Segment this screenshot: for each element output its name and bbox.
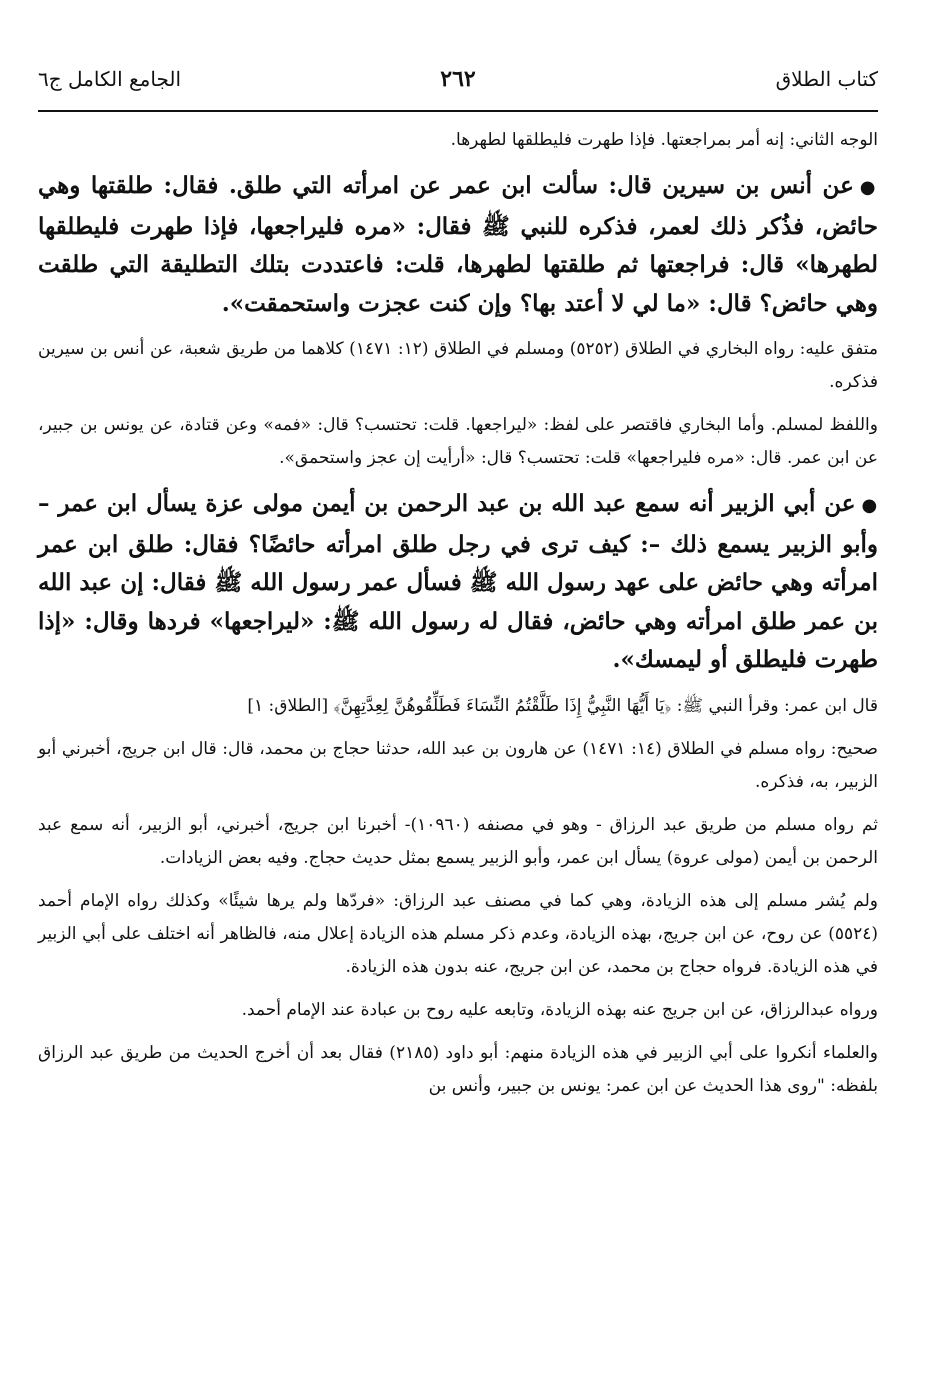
bullet-marker: ● [859, 177, 878, 198]
page-number: ٢٦٢ [440, 66, 476, 92]
commentary-paragraph: ولم يُشر مسلم إلى هذه الزيادة، وهي كما في مصنف عبد الرزاق: «فردّها ولم يرها شيئًا» وكذلك رواه الإمام أحمد (٥٥٢٤) عن روح، عن ابن جريج، بهذه الزيادة، وعدم ذكر مسلم هذه الزيادة إعلال منه، فالظاهر أنه اختلف على أبي الزبير في هذه الزيادة. فرواه حجاج بن محمد، عن ابن جريج، عنه بدون هذه الزيادة. [38, 890, 878, 977]
page-body [38, 112, 878, 1103]
bullet-marker: ● [861, 495, 878, 516]
page-header [38, 58, 878, 112]
book-page [38, 58, 878, 1368]
commentary-paragraph: ورواه عبدالرزاق، عن ابن جريج عنه بهذه الزيادة، وتابعه عليه روح بن عبادة عند الإمام أحمد. [241, 999, 878, 1020]
commentary-paragraph: الوجه الثاني: إنه أمر بمراجعتها. فإذا طهرت فليطلقها لطهرها. [450, 130, 878, 150]
takhrij-paragraph: صحيح: رواه مسلم في الطلاق (١٤: ١٤٧١) عن هارون بن عبد الله، حدثنا حجاج بن محمد، قال: قال ابن جريج، أخبرني أبو الزبير، به، فذكره. [38, 738, 878, 792]
commentary-paragraph: والعلماء أنكروا على أبي الزبير في هذه الزيادة منهم: أبو داود (٢١٨٥) فقال بعد أن أخرج الحديث من طريق عبد الرزاق بلفظه: "روى هذا الحديث عن ابن عمر: يونس بن جبير، وأنس بن [38, 1042, 878, 1096]
running-title-series: الجامع الكامل ج٦ [38, 67, 182, 91]
commentary-paragraph: ثم رواه مسلم من طريق عبد الرزاق - وهو في مصنفه (١٠٩٦٠)- أخبرنا ابن جريج، أخبرني، أبو الزبير، أنه سمع عبد الرحمن بن أيمن (مولى عروة) يسأل ابن عمر، وأبو الزبير يسمع بمثل حديث حجاج. وفيه بعض الزيادات. [38, 814, 878, 868]
commentary-paragraph: واللفظ لمسلم. وأما البخاري فاقتصر على لفظ: «ليراجعها. قلت: تحتسب؟ قال: «فمه» وعن قتادة، عن يونس بن جبير، عن ابن عمر. قال: «مره فليراجعها» قلت: تحتسب؟ قال: «أرأيت إن عجز واستحمق». [38, 415, 878, 468]
quran-citation-paragraph: قال ابن عمر: وقرأ النبي ﷺ: ﴿يَا أَيُّهَا النَّبِيُّ إِذَا طَلَّقْتُمُ النِّسَاءَ فَطَلِّقُوهُنَّ لِعِدَّتِهِنَّ﴾ [الطلاق: ١] [247, 695, 878, 716]
takhrij-paragraph: متفق عليه: رواه البخاري في الطلاق (٥٢٥٢) ومسلم في الطلاق (١٢: ١٤٧١) كلاهما من طريق شعبة، عن أنس بن سيرين فذكره. [38, 339, 878, 392]
hadith-paragraph: ●عن أبي الزبير أنه سمع عبد الله بن عبد الرحمن بن أيمن مولى عزة يسأل ابن عمر – وأبو الزبير يسمع ذلك –: كيف ترى في رجل طلق امرأته حائضًا؟ فقال: طلق ابن عمر امرأته وهي حائض على عهد رسول الله ﷺ فسأل عمر رسول الله ﷺ فقال: إن عبد الله بن عمر طلق امرأته وهي حائض، فقال له رسول الله ﷺ: «ليراجعها» فردها وقال: «إذا طهرت فليطلق أو ليمسك». [38, 490, 878, 673]
running-title-book: كتاب الطلاق [775, 67, 878, 91]
hadith-paragraph: ●عن أنس بن سيرين قال: سألت ابن عمر عن امرأته التي طلق. فقال: طلقتها وهي حائض، فذُكر ذلك لعمر، فذكره للنبي ﷺ فقال: «مره فليراجعها، فإذا طهرت فليطلقها لطهرها» قال: فراجعتها ثم طلقتها لطهرها، قلت: فاعتددت بتلك التطليقة التي طلقت وهي حائض؟ قال: «ما لي لا أعتد بها؟ وإن كنت عجزت واستحمقت». [38, 172, 878, 317]
